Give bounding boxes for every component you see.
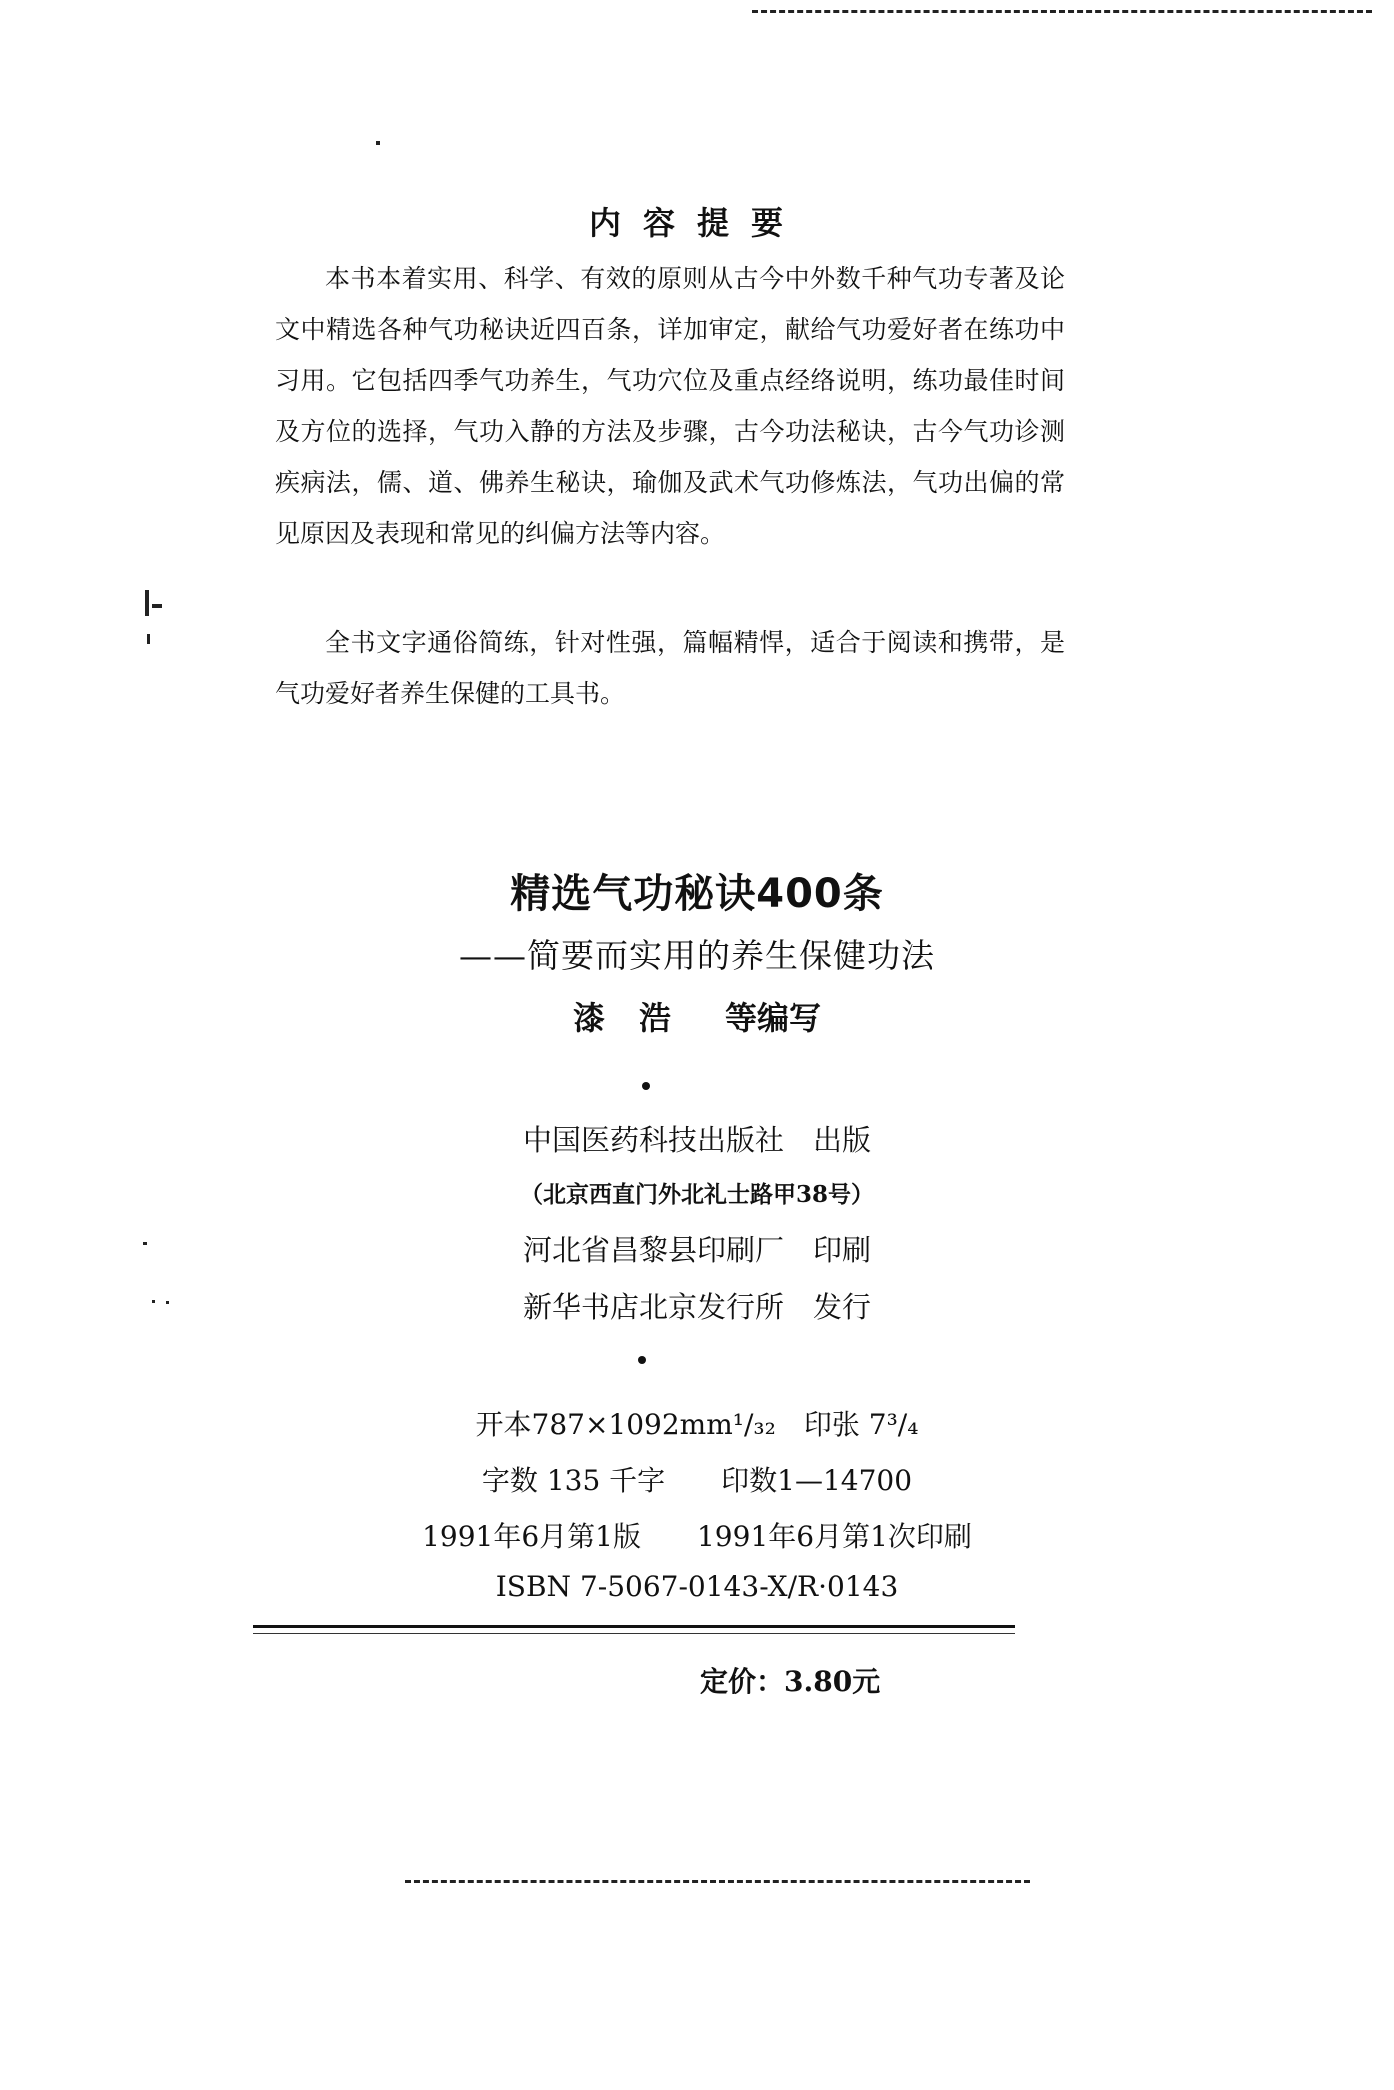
summary-paragraph-2: 全书文字通俗简练，针对性强，篇幅精悍，适合于阅读和携带，是气功爱好者养生保健的工具书。 xyxy=(275,628,1065,708)
scan-speck xyxy=(152,604,162,608)
scan-speck xyxy=(147,634,150,644)
scan-speck xyxy=(376,141,380,145)
book-title: 精选气功秘诀400条 xyxy=(510,871,884,917)
divider-rule-thin xyxy=(253,1633,1015,1634)
publisher-address: （北京西直门外北礼士路甲38号） xyxy=(519,1181,874,1208)
publisher-line: 中国医药科技出版社 出版 xyxy=(522,1123,871,1157)
scan-dashed-border-top xyxy=(752,10,1372,13)
price: 定价：3.80元 xyxy=(700,1665,881,1698)
book-author xyxy=(0,993,1394,1039)
separator-dot xyxy=(642,1082,650,1090)
scan-speck xyxy=(145,590,149,616)
format-line: 开本787×1092mm¹/₃₂ 印张 7³/₄ xyxy=(475,1408,919,1441)
summary-paragraph-1: 本书本着实用、科学、有效的原则从古今中外数千种气功专著及论文中精选各种气功秘诀近四百条，详加审定，献给气功爱好者在练功中习用。它包括四季气功养生，气功穴位及重点经络说明，练功最佳时间及方位的选择，气功入静的方法及步骤，古今功法秘诀，古今气功诊测疾病法，儒、道、佛养生秘诀，瑜伽及武术气功修炼法，气功出偏的常见原因及表现和常见的纠偏方法等内容。 xyxy=(275,264,1065,548)
divider-rule xyxy=(253,1625,1015,1628)
separator-dot xyxy=(638,1356,646,1364)
summary-title: 内容提要 xyxy=(588,204,805,242)
isbn-line: ISBN 7-5067-0143-X/R·0143 xyxy=(495,1570,899,1603)
printer-line: 河北省昌黎县印刷厂 印刷 xyxy=(522,1233,871,1267)
scan-dashed-border-bottom xyxy=(405,1880,1030,1883)
book-subtitle: ——简要而实用的养生保健功法 xyxy=(459,936,935,975)
distributor-line: 新华书店北京发行所 发行 xyxy=(522,1290,871,1324)
author-name: 漆浩 xyxy=(572,999,705,1037)
author-role: 等编写 xyxy=(725,999,822,1037)
counts-line: 字数 135 千字 印数1—14700 xyxy=(481,1464,913,1497)
edition-line: 1991年6月第1版 1991年6月第1次印刷 xyxy=(422,1520,972,1553)
